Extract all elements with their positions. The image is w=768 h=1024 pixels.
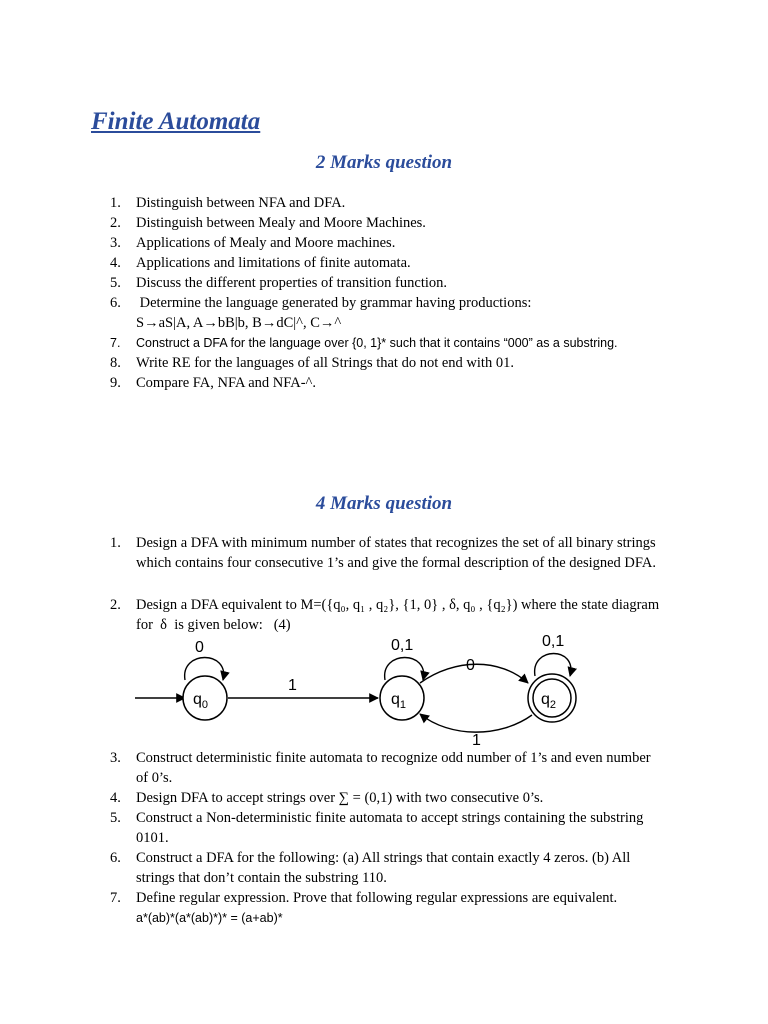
list-item <box>110 373 690 393</box>
item-text-continued: which contains four consecutive 1’s and give the formal description of the designed DFA. <box>136 555 656 571</box>
item-number: 6. <box>110 295 121 311</box>
q2-to-q1-arrow <box>420 714 532 732</box>
item-number: 4. <box>110 255 121 271</box>
four-marks-heading: 4 Marks question <box>315 493 453 514</box>
four-marks-list-c <box>110 748 690 928</box>
list-item <box>110 293 690 333</box>
item-text-continued: of 0’s. <box>136 770 173 786</box>
state-q1-label: q <box>391 691 400 708</box>
list-item <box>110 788 690 808</box>
q1-to-q2-label: 0 <box>466 657 475 674</box>
list-item <box>110 213 690 233</box>
state-q0 <box>183 676 227 720</box>
q0-loop-label: 0 <box>195 639 204 656</box>
item-text: Applications and limitations of finite automata. <box>136 255 411 271</box>
state-q0-circle <box>183 676 227 720</box>
item-text: Applications of Mealy and Moore machines. <box>136 235 396 251</box>
regex-equation: a*(ab)*(a*(ab)*)* = (a+ab)* <box>136 911 283 925</box>
q0-to-q1-label: 1 <box>288 677 297 694</box>
list-item <box>110 233 690 253</box>
state-q2-outer-circle <box>528 674 576 722</box>
state-q1 <box>380 676 424 720</box>
list-item <box>110 748 690 788</box>
item-number: 5. <box>110 275 121 291</box>
list-item <box>110 333 690 353</box>
q2-to-q1-label: 1 <box>472 732 481 748</box>
item-text: Construct deterministic finite automata to recognize odd number of 1’s and even number <box>136 750 651 766</box>
two-marks-heading: 2 Marks question <box>315 152 453 173</box>
item-text: Construct a DFA for the following: (a) All strings that contain exactly 4 zeros. (b) All <box>136 850 631 866</box>
state-q2-final <box>528 674 576 722</box>
state-q2-label: q <box>541 691 550 708</box>
item-text-continued: for δ is given below: (4) <box>136 617 291 633</box>
list-item <box>110 533 690 573</box>
item-number: 9. <box>110 375 121 391</box>
list-item <box>110 273 690 293</box>
item-text: Write RE for the languages of all Strings that do not end with 01. <box>136 355 514 371</box>
item-number: 1. <box>110 195 121 211</box>
item-text-continued: strings that don’t contain the substring 110. <box>136 870 387 886</box>
item-number: 3. <box>110 750 121 766</box>
item-text: Compare FA, NFA and NFA-^. <box>136 375 316 391</box>
state-q1-circle <box>380 676 424 720</box>
item-text: Design a DFA with minimum number of states that recognizes the set of all binary strings <box>136 535 656 551</box>
item-number: 7. <box>110 890 121 906</box>
item-number: 2. <box>110 597 121 613</box>
item-number: 5. <box>110 810 121 826</box>
state-q2-subscript: 2 <box>549 699 557 711</box>
list-item <box>110 253 690 273</box>
list-item <box>110 808 690 848</box>
item-number: 1. <box>110 535 121 551</box>
list-item <box>110 848 690 888</box>
item-text: Distinguish between Mealy and Moore Machines. <box>136 215 426 231</box>
four-marks-list-a <box>110 533 690 573</box>
item-text: Design a DFA equivalent to M=({q₀, q₁ , q₂}, {1, 0} , δ, q₀ , {q₂}) where the state diagram <box>136 597 660 613</box>
two-marks-list <box>110 193 690 393</box>
item-text: Define regular expression. Prove that following regular expressions are equivalent. <box>136 890 618 906</box>
item-number: 3. <box>110 235 121 251</box>
state-q1-subscript: 1 <box>399 699 407 711</box>
state-diagram <box>130 628 610 748</box>
item-text: Construct a Non-deterministic finite automata to accept strings containing the substring <box>136 810 644 826</box>
list-item <box>110 193 690 213</box>
page-title: Finite Automata <box>91 108 261 135</box>
q1-loop-label: 0,1 <box>391 637 414 654</box>
item-number: 2. <box>110 215 121 231</box>
item-text: Discuss the different properties of transition function. <box>136 275 448 291</box>
grammar-productions: S→aS|A, A→bB|b, B→dC|^, C→^ <box>136 315 342 331</box>
list-item <box>110 353 690 373</box>
q2-loop-label: 0,1 <box>542 633 565 650</box>
item-text: Design DFA to accept strings over ∑ = (0,1) with two consecutive 0’s. <box>136 790 544 806</box>
item-text: Construct a DFA for the language over {0, 1}* such that it contains “000” as a substring. <box>136 336 618 350</box>
state-q0-subscript: 0 <box>201 699 209 711</box>
item-text: Determine the language generated by grammar having productions: <box>136 295 532 311</box>
q2-loop-arrow <box>535 654 571 677</box>
item-text-continued: 0101. <box>136 830 169 846</box>
state-q0-label: q <box>193 691 202 708</box>
item-number: 8. <box>110 355 121 371</box>
item-text: Distinguish between NFA and DFA. <box>136 195 346 211</box>
item-number: 6. <box>110 850 121 866</box>
item-number: 7. <box>110 336 121 350</box>
item-number: 4. <box>110 790 121 806</box>
list-item <box>110 888 690 928</box>
